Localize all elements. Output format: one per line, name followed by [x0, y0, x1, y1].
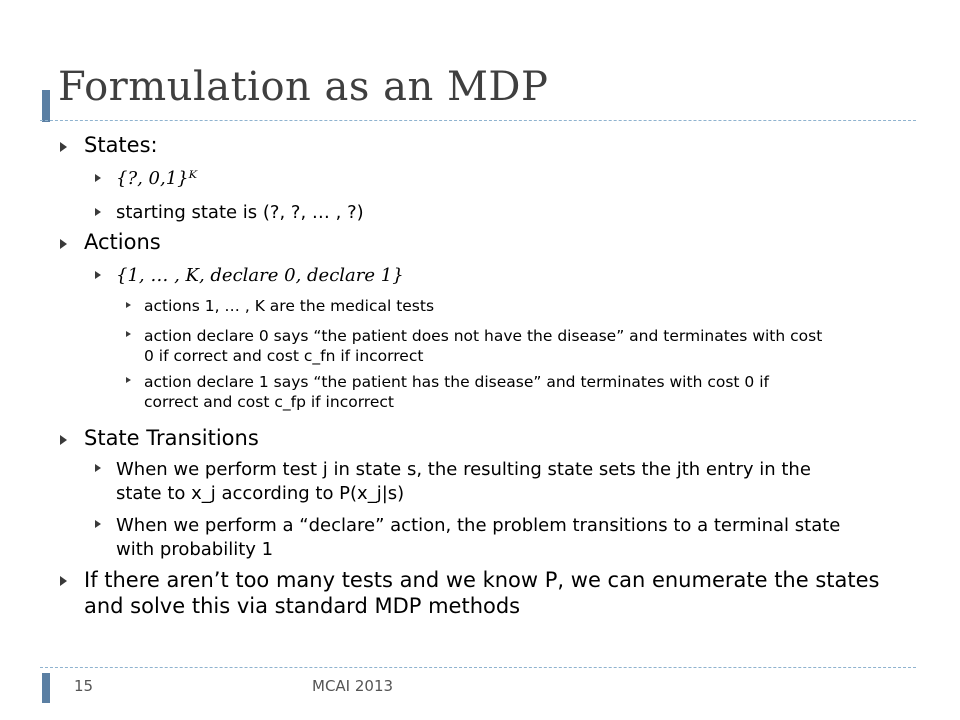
bullet-state-space	[116, 168, 197, 189]
bullet-text: State Transitions	[84, 426, 259, 450]
bullet-declare-action	[116, 514, 840, 562]
bullet-text: {?, 0,1}ᴷ	[116, 168, 198, 189]
title-accent-bar	[42, 90, 50, 122]
triangle-bullet-icon	[126, 302, 131, 308]
bullet-text-cont: 0 if correct and cost c_fn if incorrect	[144, 347, 424, 365]
footer-divider	[40, 667, 916, 668]
bullet-text: If there aren’t too many tests and we know P, we can enumerate the states	[84, 568, 880, 592]
bullet-declare-1	[144, 372, 769, 412]
bullet-text: Actions	[84, 230, 161, 254]
bullet-medical-tests	[144, 297, 434, 315]
bullet-text-cont: and solve this via standard MDP methods	[84, 594, 521, 618]
triangle-bullet-icon	[60, 576, 67, 586]
triangle-bullet-icon	[126, 331, 131, 337]
bullet-text-cont: state to x_j according to P(x_j|s)	[116, 483, 405, 504]
bullet-perform-test	[116, 458, 811, 506]
bullet-starting-state	[116, 202, 364, 223]
slide-number: 15	[74, 677, 94, 695]
triangle-bullet-icon	[60, 239, 67, 249]
bullet-text: When we perform a “declare” action, the problem transitions to a terminal state	[116, 515, 841, 536]
bullet-actions	[84, 230, 161, 254]
bullet-text: starting state is (?, ?, … , ?)	[116, 202, 364, 223]
bullet-enumerate-states	[84, 567, 879, 619]
bullet-text: When we perform test j in state s, the resulting state sets the jth entry in the	[116, 459, 811, 480]
triangle-bullet-icon	[95, 520, 101, 528]
triangle-bullet-icon	[95, 174, 101, 182]
bullet-text-cont: with probability 1	[116, 539, 274, 560]
triangle-bullet-icon	[95, 271, 101, 279]
footer-label: MCAI 2013	[312, 677, 394, 695]
bullet-text-cont: correct and cost c_fp if incorrect	[144, 393, 394, 411]
footer-accent-bar	[42, 673, 50, 703]
triangle-bullet-icon	[95, 464, 101, 472]
triangle-bullet-icon	[60, 142, 67, 152]
bullet-declare-0	[144, 326, 822, 366]
triangle-bullet-icon	[95, 208, 101, 216]
triangle-bullet-icon	[60, 435, 67, 445]
bullet-state-transitions	[84, 426, 259, 450]
bullet-text: action declare 1 says “the patient has the disease” and terminates with cost 0 if	[144, 373, 769, 391]
bullet-action-set	[116, 265, 404, 286]
bullet-text: action declare 0 says “the patient does not have the disease” and terminates with cost	[144, 327, 823, 345]
triangle-bullet-icon	[126, 377, 131, 383]
bullet-text: {1, … , K, declare 0, declare 1}	[116, 265, 404, 286]
bullet-text: actions 1, … , K are the medical tests	[144, 297, 435, 315]
bullet-text: States:	[84, 133, 158, 157]
title-divider	[40, 120, 916, 121]
slide-title: Formulation as an MDP	[58, 64, 549, 110]
bullet-states	[84, 133, 158, 157]
